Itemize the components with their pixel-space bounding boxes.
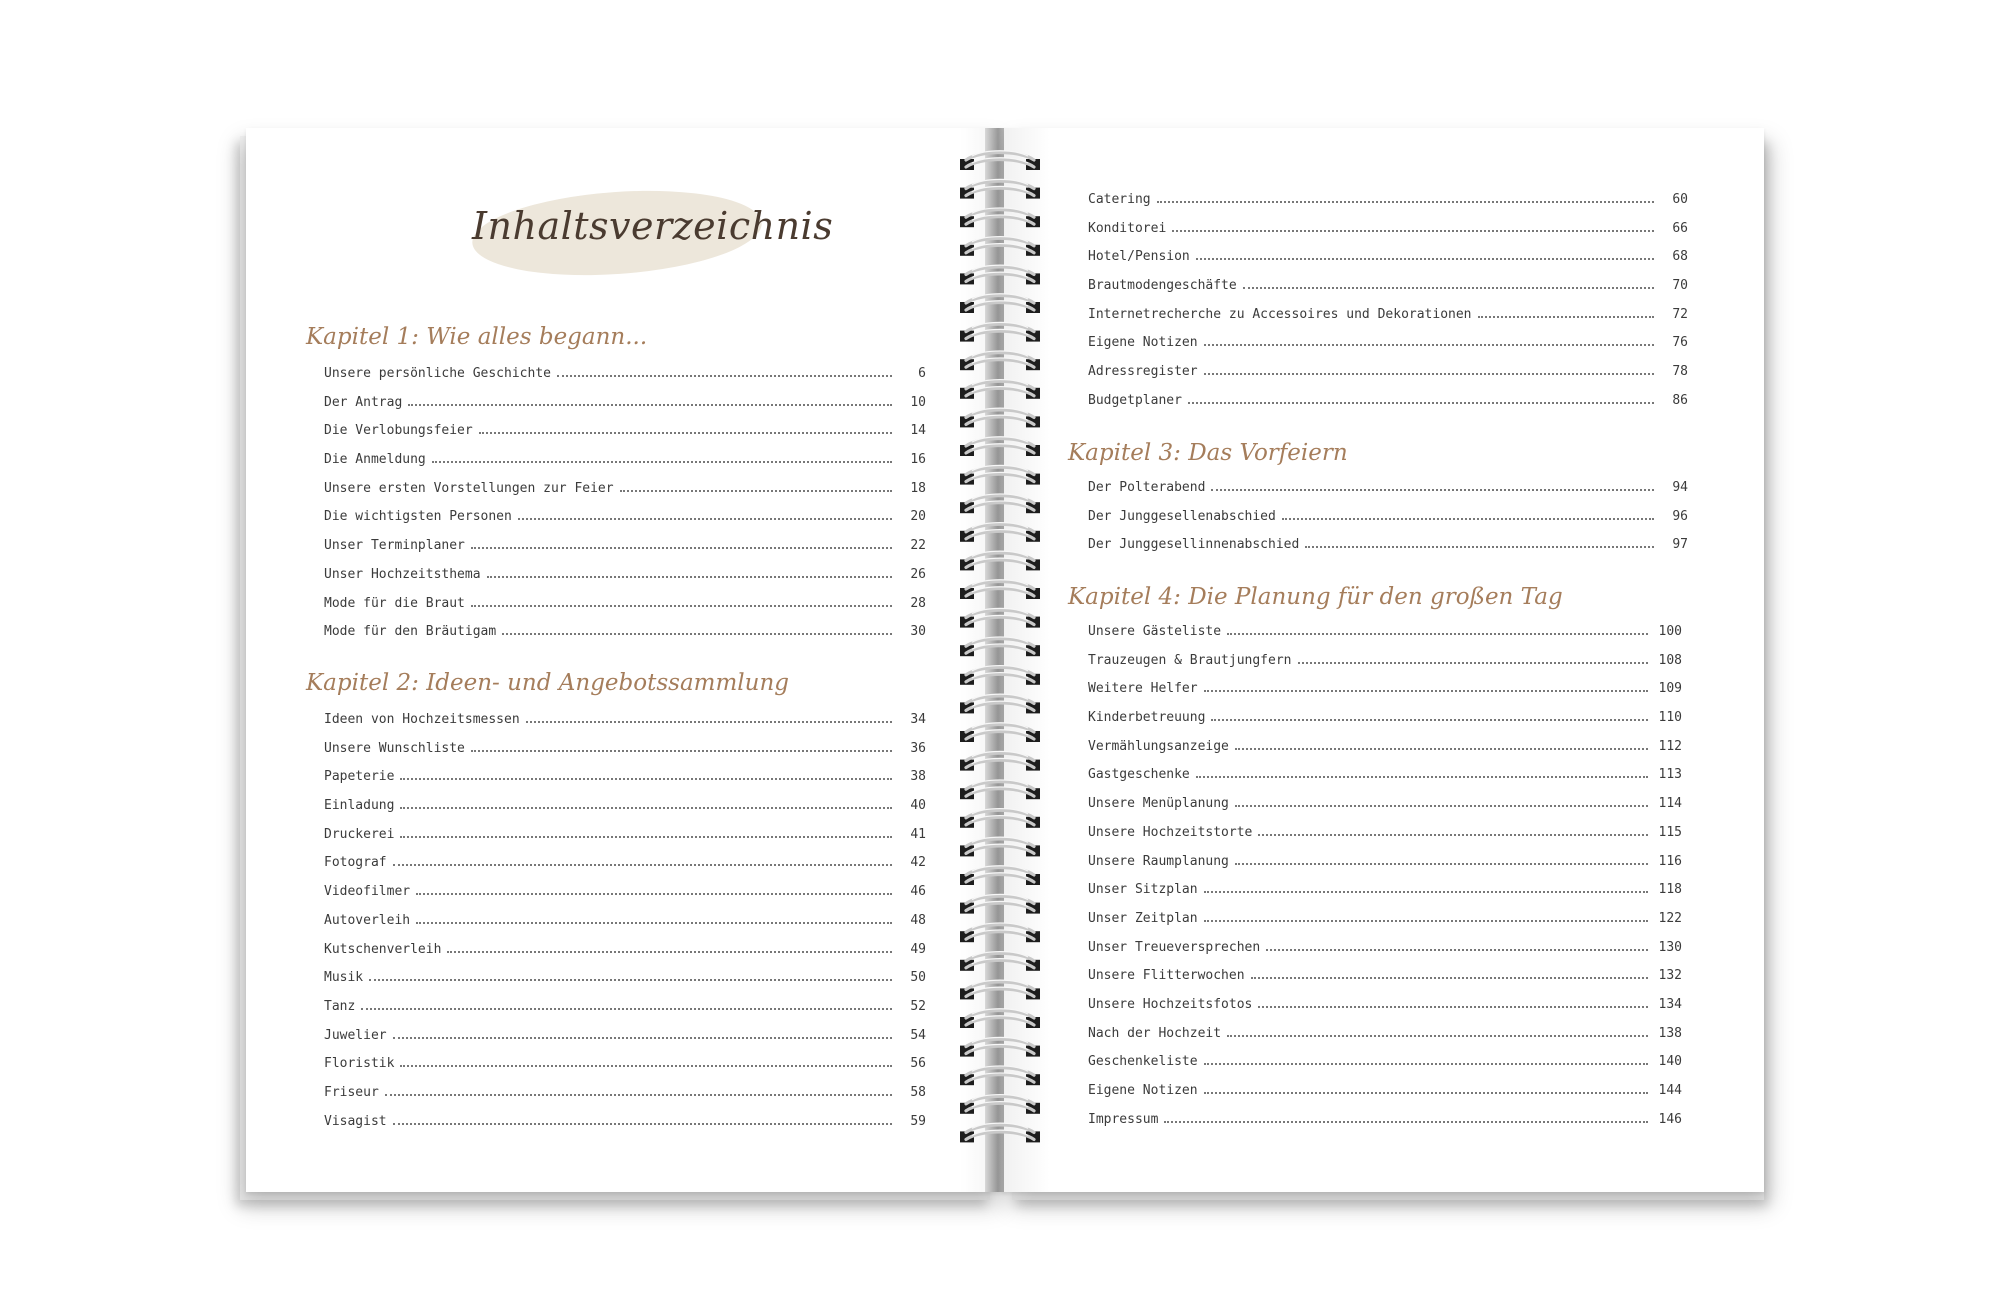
toc-dot-leader — [1258, 991, 1648, 1008]
toc-entry-page-number: 16 — [910, 452, 926, 468]
toc-dot-leader — [1211, 474, 1654, 491]
title-wrap — [472, 192, 834, 274]
toc-entry-label: Unsere persönliche Geschichte — [324, 366, 551, 381]
toc-entry-label: Vermählungsanzeige — [1088, 738, 1229, 754]
toc-entry-label: Druckerei — [324, 826, 395, 842]
toc-dot-leader — [400, 821, 892, 838]
toc-entry-page-number: 20 — [910, 509, 926, 525]
toc-entry — [324, 590, 926, 619]
toc-entry-page-number: 50 — [910, 970, 926, 986]
toc-entry-label: Unsere Hochzeitsfotos — [1088, 996, 1253, 1012]
toc-entry — [1088, 962, 1682, 991]
toc-entry-label: Eigene Notizen — [1088, 335, 1198, 351]
toc-dot-leader — [1196, 243, 1654, 260]
toc-entry-page-number: 114 — [1658, 796, 1682, 812]
toc-entry-page-number: 115 — [1658, 824, 1682, 840]
toc-dot-leader — [1196, 761, 1648, 778]
toc-dot-leader — [502, 618, 892, 635]
toc-entry-page-number: 70 — [1672, 278, 1688, 294]
toc-entry-page-number: 118 — [1658, 882, 1682, 898]
toc-entry-page-number: 6 — [918, 366, 926, 381]
toc-entry — [324, 475, 926, 504]
toc-dot-leader — [385, 1079, 892, 1096]
toc-entry-page-number: 40 — [910, 798, 926, 814]
toc-dot-leader — [1298, 647, 1649, 664]
toc-entry-label: Videofilmer — [324, 884, 411, 900]
toc-entry-page-number: 54 — [910, 1027, 926, 1043]
toc-entry-page-number: 49 — [910, 941, 926, 957]
toc-entry-label: Friseur — [324, 1084, 379, 1100]
toc-entry — [324, 993, 926, 1022]
toc-entry-label: Unsere Wunschliste — [324, 740, 465, 756]
chapter-3-list — [1088, 474, 1688, 560]
toc-entry-label: Unser Sitzplan — [1088, 882, 1198, 898]
toc-entry — [1088, 1077, 1682, 1106]
toc-entry — [324, 618, 926, 647]
toc-entry-page-number: 97 — [1672, 537, 1688, 553]
toc-entry — [1088, 905, 1682, 934]
toc-entry — [1088, 503, 1688, 532]
toc-entry-page-number: 130 — [1658, 939, 1682, 955]
toc-dot-leader — [1204, 675, 1648, 692]
toc-entry-label: Catering — [1088, 192, 1151, 207]
right-page — [1004, 128, 1764, 1192]
toc-entry-page-number: 68 — [1672, 249, 1688, 265]
toc-entry-page-number: 140 — [1658, 1054, 1682, 1070]
toc-dot-leader — [487, 561, 892, 578]
toc-entry-page-number: 36 — [910, 740, 926, 756]
toc-entry — [324, 849, 926, 878]
toc-entry — [324, 446, 926, 475]
chapter-2-list — [324, 706, 926, 1136]
toc-dot-leader — [1188, 387, 1654, 404]
toc-dot-leader — [1282, 503, 1654, 520]
toc-entry — [1088, 1048, 1682, 1077]
toc-entry — [324, 1108, 926, 1137]
toc-entry — [1088, 618, 1682, 647]
toc-entry-label: Adressregister — [1088, 364, 1198, 380]
toc-entry-label: Unser Terminplaner — [324, 538, 465, 554]
toc-entry-label: Floristik — [324, 1056, 395, 1072]
toc-entry-label: Papeterie — [324, 769, 395, 785]
toc-entry — [1088, 243, 1688, 272]
toc-entry-page-number: 110 — [1658, 710, 1682, 726]
toc-entry — [324, 1050, 926, 1079]
toc-dot-leader — [1478, 301, 1654, 318]
toc-entry — [1088, 733, 1682, 762]
toc-entry-label: Die Verlobungsfeier — [324, 423, 473, 439]
toc-entry-label: Unser Zeitplan — [1088, 910, 1198, 926]
chapter-1-heading: Kapitel 1: Wie alles begann... — [306, 324, 648, 350]
toc-entry — [1088, 790, 1682, 819]
toc-dot-leader — [479, 417, 892, 434]
toc-entry-label: Weitere Helfer — [1088, 681, 1198, 697]
toc-entry-page-number: 30 — [910, 624, 926, 640]
toc-entry-label: Konditorei — [1088, 220, 1167, 236]
toc-entry-label: Unsere Menüplanung — [1088, 796, 1229, 812]
toc-entry-label: Der Junggesellinnenabschied — [1088, 537, 1300, 553]
toc-dot-leader — [1258, 819, 1648, 836]
toc-dot-leader — [1266, 934, 1648, 951]
toc-entry-page-number: 134 — [1658, 996, 1682, 1012]
toc-entry — [1088, 704, 1682, 733]
toc-dot-leader — [1204, 1077, 1648, 1094]
toc-entry — [324, 907, 926, 936]
toc-dot-leader — [1204, 1048, 1648, 1065]
toc-entry — [324, 821, 926, 850]
toc-dot-leader — [361, 993, 892, 1010]
toc-entry-label: Nach der Hochzeit — [1088, 1025, 1222, 1041]
spiral-binding — [950, 150, 1050, 1150]
toc-entry-page-number: 48 — [910, 912, 926, 928]
toc-dot-leader — [471, 532, 892, 549]
toc-entry-page-number: 113 — [1658, 767, 1682, 783]
toc-entry — [1088, 358, 1688, 387]
chapter-4-list — [1088, 618, 1682, 1134]
toc-entry-page-number: 59 — [910, 1113, 926, 1129]
toc-entry-label: Die Anmeldung — [324, 452, 426, 468]
toc-entry-label: Der Antrag — [324, 394, 403, 410]
toc-dot-leader — [1235, 733, 1648, 750]
toc-dot-leader — [1243, 272, 1654, 289]
toc-entry-page-number: 78 — [1672, 364, 1688, 380]
toc-entry — [1088, 991, 1682, 1020]
toc-entry — [1088, 301, 1688, 330]
toc-entry-label: Kutschenverleih — [324, 941, 442, 957]
toc-dot-leader — [1164, 1106, 1648, 1123]
toc-entry — [324, 503, 926, 532]
toc-entry-page-number: 109 — [1658, 681, 1682, 697]
toc-dot-leader — [557, 360, 892, 377]
page-title: Inhaltsverzeichnis — [472, 204, 834, 248]
toc-entry-label: Visagist — [324, 1113, 387, 1129]
toc-entry — [324, 964, 926, 993]
toc-entry-page-number: 41 — [910, 826, 926, 842]
toc-entry-page-number: 100 — [1658, 624, 1682, 639]
toc-entry-label: Impressum — [1088, 1111, 1159, 1127]
toc-entry-label: Kinderbetreuung — [1088, 710, 1206, 726]
toc-entry-page-number: 94 — [1672, 480, 1688, 495]
toc-entry — [1088, 819, 1682, 848]
toc-entry-page-number: 58 — [910, 1084, 926, 1100]
toc-dot-leader — [447, 936, 892, 953]
toc-entry — [1088, 272, 1688, 301]
toc-entry — [324, 706, 926, 735]
toc-entry — [1088, 387, 1688, 416]
toc-entry-page-number: 60 — [1672, 192, 1688, 207]
toc-dot-leader — [432, 446, 892, 463]
toc-entry-label: Hotel/Pension — [1088, 249, 1190, 265]
chapter-2-heading: Kapitel 2: Ideen- und Angebotssammlung — [306, 670, 789, 696]
toc-dot-leader — [400, 792, 892, 809]
toc-dot-leader — [1251, 962, 1648, 979]
toc-entry-label: Unsere Hochzeitstorte — [1088, 824, 1253, 840]
toc-entry — [1088, 848, 1682, 877]
toc-entry-page-number: 122 — [1658, 910, 1682, 926]
toc-entry-page-number: 18 — [910, 480, 926, 496]
toc-entry-label: Der Polterabend — [1088, 480, 1206, 495]
toc-entry — [1088, 474, 1688, 503]
toc-dot-leader — [1204, 329, 1654, 346]
toc-entry — [324, 878, 926, 907]
toc-entry-label: Juwelier — [324, 1027, 387, 1043]
toc-entry — [1088, 329, 1688, 358]
toc-dot-leader — [1227, 1020, 1648, 1037]
toc-entry — [324, 936, 926, 965]
toc-dot-leader — [471, 735, 892, 752]
toc-entry-label: Unsere Gästeliste — [1088, 624, 1222, 639]
toc-dot-leader — [369, 964, 892, 981]
toc-dot-leader — [393, 849, 892, 866]
toc-entry-label: Der Junggesellenabschied — [1088, 508, 1276, 524]
toc-dot-leader — [400, 763, 892, 780]
toc-entry-label: Mode für den Bräutigam — [324, 624, 497, 640]
chapter-3-heading: Kapitel 3: Das Vorfeiern — [1068, 440, 1348, 466]
toc-entry — [1088, 215, 1688, 244]
toc-entry — [324, 735, 926, 764]
toc-entry-label: Brautmodengeschäfte — [1088, 278, 1237, 294]
toc-entry-page-number: 96 — [1672, 508, 1688, 524]
toc-entry-page-number: 42 — [910, 855, 926, 871]
toc-dot-leader — [1305, 531, 1654, 548]
toc-entry-page-number: 28 — [910, 595, 926, 611]
toc-entry-page-number: 26 — [910, 566, 926, 582]
toc-entry-label: Ideen von Hochzeitsmessen — [324, 712, 520, 727]
toc-entry — [324, 763, 926, 792]
toc-entry-page-number: 116 — [1658, 853, 1682, 869]
toc-entry-page-number: 86 — [1672, 392, 1688, 408]
continued-list — [1088, 186, 1688, 416]
toc-entry-page-number: 138 — [1658, 1025, 1682, 1041]
chapter-4-heading: Kapitel 4: Die Planung für den großen Tag — [1068, 584, 1563, 610]
toc-dot-leader — [393, 1108, 892, 1125]
toc-entry — [1088, 761, 1682, 790]
toc-entry-page-number: 108 — [1658, 652, 1682, 668]
toc-entry-label: Eigene Notizen — [1088, 1083, 1198, 1098]
toc-entry-label: Tanz — [324, 998, 356, 1014]
toc-entry-label: Unsere ersten Vorstellungen zur Feier — [324, 480, 614, 496]
toc-entry-page-number: 56 — [910, 1056, 926, 1072]
toc-entry — [1088, 1106, 1682, 1135]
toc-entry-page-number: 10 — [910, 394, 926, 410]
toc-entry-label: Einladung — [324, 798, 395, 814]
toc-dot-leader — [1235, 790, 1648, 807]
toc-entry-label: Unser Treueversprechen — [1088, 939, 1261, 955]
toc-entry-label: Mode für die Braut — [324, 595, 465, 611]
toc-dot-leader — [1204, 905, 1648, 922]
toc-entry-page-number: 34 — [910, 712, 926, 727]
toc-entry — [324, 532, 926, 561]
toc-entry — [1088, 876, 1682, 905]
toc-entry-label: Budgetplaner — [1088, 392, 1182, 408]
toc-entry-label: Autoverleih — [324, 912, 411, 928]
toc-dot-leader — [1157, 186, 1654, 203]
toc-entry-page-number: 14 — [910, 423, 926, 439]
toc-entry — [324, 561, 926, 590]
toc-entry-label: Unser Hochzeitsthema — [324, 566, 481, 582]
toc-dot-leader — [1211, 704, 1648, 721]
toc-entry — [1088, 1020, 1682, 1049]
toc-entry — [324, 417, 926, 446]
toc-entry-page-number: 112 — [1658, 738, 1682, 754]
toc-dot-leader — [526, 706, 892, 723]
toc-entry — [324, 1079, 926, 1108]
toc-entry-label: Musik — [324, 970, 364, 986]
toc-entry-page-number: 144 — [1658, 1083, 1682, 1098]
toc-entry-label: Unsere Flitterwochen — [1088, 968, 1245, 984]
toc-entry-label: Fotograf — [324, 855, 387, 871]
toc-entry — [1088, 647, 1682, 676]
toc-entry-label: Internetrecherche zu Accessoires und Dekorationen — [1088, 306, 1472, 322]
toc-dot-leader — [471, 590, 892, 607]
toc-entry-label: Unsere Raumplanung — [1088, 853, 1229, 869]
toc-dot-leader — [1204, 876, 1648, 893]
toc-dot-leader — [1227, 618, 1648, 635]
toc-dot-leader — [408, 389, 892, 406]
toc-entry — [324, 792, 926, 821]
toc-entry-page-number: 38 — [910, 769, 926, 785]
toc-entry-page-number: 66 — [1672, 220, 1688, 236]
toc-entry-page-number: 146 — [1658, 1111, 1682, 1127]
toc-dot-leader — [416, 907, 892, 924]
toc-entry — [1088, 675, 1682, 704]
left-page — [246, 128, 1006, 1192]
toc-entry-page-number: 22 — [910, 538, 926, 554]
toc-dot-leader — [518, 503, 892, 520]
toc-dot-leader — [1172, 215, 1654, 232]
toc-dot-leader — [620, 475, 892, 492]
toc-entry-page-number: 72 — [1672, 306, 1688, 322]
toc-dot-leader — [400, 1050, 892, 1067]
toc-entry-page-number: 76 — [1672, 335, 1688, 351]
toc-entry — [324, 1022, 926, 1051]
toc-entry — [324, 360, 926, 389]
toc-dot-leader — [1235, 848, 1648, 865]
toc-entry — [1088, 934, 1682, 963]
toc-dot-leader — [393, 1022, 892, 1039]
chapter-1-list — [324, 360, 926, 647]
toc-dot-leader — [1204, 358, 1654, 375]
toc-entry-page-number: 46 — [910, 884, 926, 900]
toc-entry-label: Die wichtigsten Personen — [324, 509, 512, 525]
toc-entry-page-number: 132 — [1658, 968, 1682, 984]
toc-entry — [324, 389, 926, 418]
toc-entry-label: Trauzeugen & Brautjungfern — [1088, 652, 1292, 668]
toc-entry-page-number: 52 — [910, 998, 926, 1014]
toc-entry — [1088, 531, 1688, 560]
toc-entry-label: Geschenkeliste — [1088, 1054, 1198, 1070]
toc-entry-label: Gastgeschenke — [1088, 767, 1190, 783]
toc-entry — [1088, 186, 1688, 215]
toc-dot-leader — [416, 878, 892, 895]
